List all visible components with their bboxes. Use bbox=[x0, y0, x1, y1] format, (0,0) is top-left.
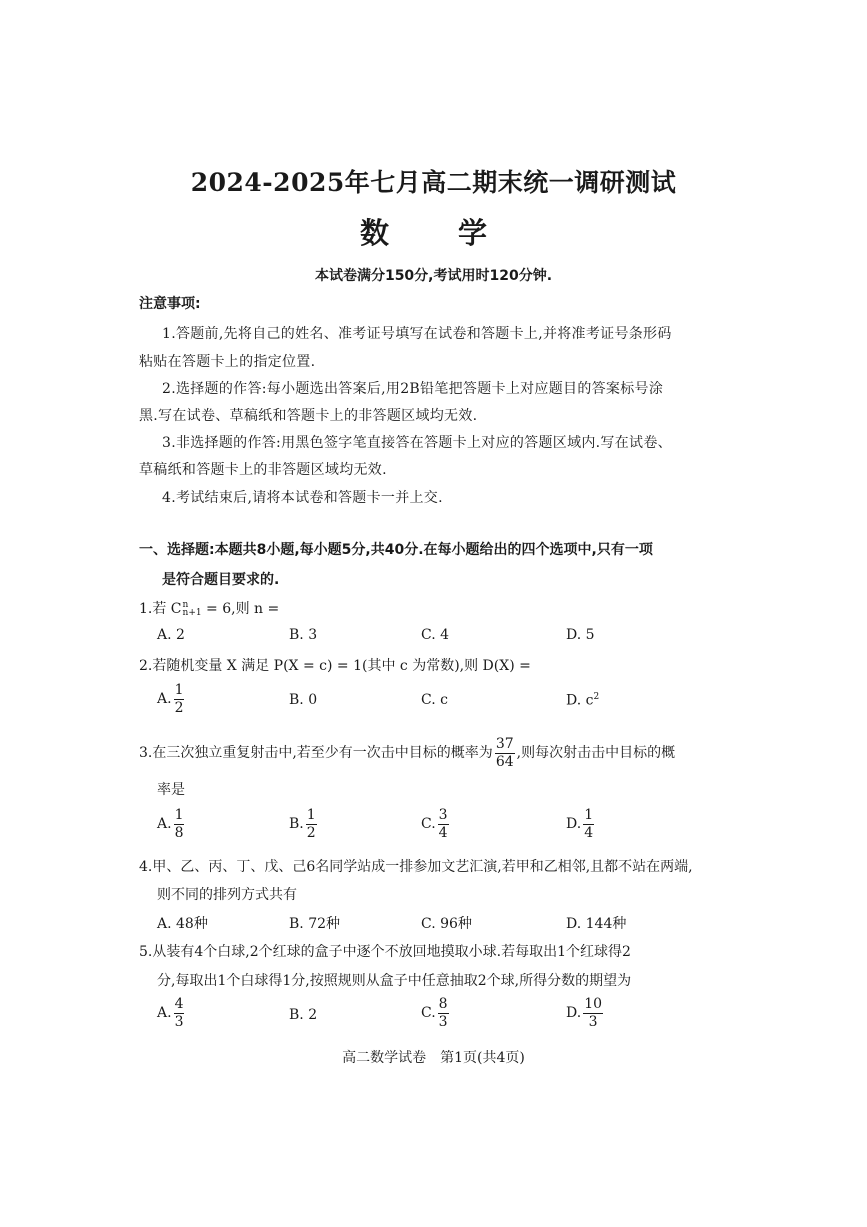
q3-d-num: 1 bbox=[584, 807, 594, 823]
q3-a-fraction bbox=[174, 808, 185, 840]
q2-d-sup: 2 bbox=[593, 692, 600, 702]
q2-d-label: D. c bbox=[566, 692, 594, 709]
q4-option-d: D. 144种 bbox=[566, 916, 627, 932]
q3-frac-den: 64 bbox=[495, 753, 514, 770]
q2-option-a bbox=[157, 683, 186, 715]
q3-a-num: 1 bbox=[174, 807, 184, 823]
q1-prefix: 1.若 C bbox=[139, 601, 182, 617]
q5-option-a bbox=[157, 997, 186, 1029]
q5-c-num: 8 bbox=[438, 996, 448, 1012]
notice-line-1: 1.答题前,先将自己的姓名、准考证号填写在试卷和答题卡上,并将准考证号条形码 bbox=[162, 326, 672, 342]
q3-c-fraction bbox=[438, 808, 449, 840]
q2-a-label: A. bbox=[157, 691, 172, 708]
q2-option-d bbox=[566, 692, 599, 709]
question-1 bbox=[139, 598, 279, 618]
notice-line-6: 草稿纸和答题卡上的非答题区域均无效. bbox=[139, 462, 387, 478]
q5-a-label: A. bbox=[157, 1005, 172, 1022]
q3-stem-before: 3.在三次独立重复射击中,若至少有一次击中目标的概率为 bbox=[139, 745, 493, 762]
q3-a-den: 8 bbox=[174, 824, 184, 841]
question-3-line-2: 率是 bbox=[157, 782, 185, 798]
q3-stem-after: ,则每次射击击中目标的概 bbox=[516, 745, 676, 762]
q3-d-label: D. bbox=[566, 816, 582, 833]
notice-line-7: 4.考试结束后,请将本试卷和答题卡一并上交. bbox=[162, 490, 443, 506]
q2-a-den: 2 bbox=[174, 699, 184, 716]
question-3 bbox=[139, 737, 675, 769]
q1-option-d: D. 5 bbox=[566, 627, 595, 643]
q3-frac-num: 37 bbox=[495, 736, 514, 752]
q3-b-label: B. bbox=[289, 816, 304, 833]
q4-option-b: B. 72种 bbox=[289, 916, 341, 932]
q3-b-fraction bbox=[306, 808, 317, 840]
q4-option-c: C. 96种 bbox=[421, 916, 472, 932]
q1-option-c: C. 4 bbox=[421, 627, 450, 643]
q3-d-fraction bbox=[583, 808, 594, 840]
q1-suffix: = 6,则 n = bbox=[201, 601, 280, 617]
q3-option-d bbox=[566, 808, 596, 840]
q5-a-den: 3 bbox=[174, 1013, 184, 1030]
q3-option-b bbox=[289, 808, 319, 840]
q5-c-den: 3 bbox=[438, 1013, 448, 1030]
q5-d-label: D. bbox=[566, 1005, 582, 1022]
notice-line-4: 黑.写在试卷、草稿纸和答题卡上的非答题区域均无效. bbox=[139, 408, 478, 424]
q5-a-fraction bbox=[174, 997, 185, 1029]
q1-option-b: B. 3 bbox=[289, 627, 318, 643]
notice-line-5: 3.非选择题的作答:用黑色签字笔直接答在答题卡上对应的答题区域内.写在试卷、 bbox=[162, 435, 672, 451]
q1-sup: n bbox=[182, 599, 189, 610]
score-info: 本试卷满分150分,考试用时120分钟. bbox=[314, 268, 553, 284]
q2-option-b: B. 0 bbox=[289, 692, 318, 708]
q3-a-label: A. bbox=[157, 816, 172, 833]
subject-title: 数 学 bbox=[359, 216, 507, 250]
question-4-line-2: 则不同的排列方式共有 bbox=[157, 887, 297, 903]
q2-a-num: 1 bbox=[174, 682, 184, 698]
q5-option-c bbox=[421, 997, 451, 1029]
q2-option-c: C. c bbox=[421, 692, 448, 708]
q3-c-den: 4 bbox=[438, 824, 448, 841]
q5-d-fraction bbox=[583, 997, 603, 1029]
q1-option-a: A. 2 bbox=[157, 627, 185, 643]
q3-d-den: 4 bbox=[584, 824, 594, 841]
q5-a-num: 4 bbox=[174, 996, 184, 1012]
q2-a-fraction bbox=[174, 683, 185, 715]
q3-c-label: C. bbox=[421, 816, 436, 833]
q3-c-num: 3 bbox=[438, 807, 448, 823]
section-1-heading: 一、选择题:本题共8小题,每小题5分,共40分.在每小题给出的四个选项中,只有一项 bbox=[139, 542, 653, 558]
exam-title: 2024-2025年七月高二期末统一调研测试 bbox=[190, 168, 677, 197]
section-1-heading-cont: 是符合题目要求的. bbox=[162, 572, 280, 588]
q5-d-num: 10 bbox=[584, 996, 603, 1012]
q3-option-a bbox=[157, 808, 186, 840]
question-4: 4.甲、乙、丙、丁、戊、己6名同学站成一排参加文艺汇演,若甲和乙相邻,且都不站在两端, bbox=[139, 859, 693, 875]
q4-option-a: A. 48种 bbox=[157, 916, 208, 932]
notice-line-2: 粘贴在答题卡上的指定位置. bbox=[139, 354, 316, 370]
q5-c-fraction bbox=[438, 997, 449, 1029]
q3-b-num: 1 bbox=[306, 807, 316, 823]
question-2: 2.若随机变量 X 满足 P(X = c) = 1(其中 c 为常数),则 D(X) = bbox=[139, 658, 531, 674]
question-5-line-2: 分,每取出1个白球得1分,按照规则从盒子中任意抽取2个球,所得分数的期望为 bbox=[157, 973, 632, 989]
q3-option-c bbox=[421, 808, 451, 840]
q5-option-b: B. 2 bbox=[289, 1007, 318, 1023]
question-5: 5.从装有4个白球,2个红球的盒子中逐个不放回地摸取小球.若每取出1个红球得2 bbox=[139, 944, 631, 960]
q1-sub: n+1 bbox=[182, 608, 202, 618]
q3-probability-fraction bbox=[495, 737, 515, 769]
notice-heading: 注意事项: bbox=[139, 296, 201, 312]
notice-line-3: 2.选择题的作答:每小题选出答案后,用2B铅笔把答题卡上对应题目的答案标号涂 bbox=[162, 381, 664, 397]
q3-b-den: 2 bbox=[306, 824, 316, 841]
page-footer: 高二数学试卷 第1页(共4页) bbox=[342, 1050, 525, 1066]
q5-c-label: C. bbox=[421, 1005, 436, 1022]
q5-option-d bbox=[566, 997, 605, 1029]
q5-d-den: 3 bbox=[588, 1013, 598, 1030]
